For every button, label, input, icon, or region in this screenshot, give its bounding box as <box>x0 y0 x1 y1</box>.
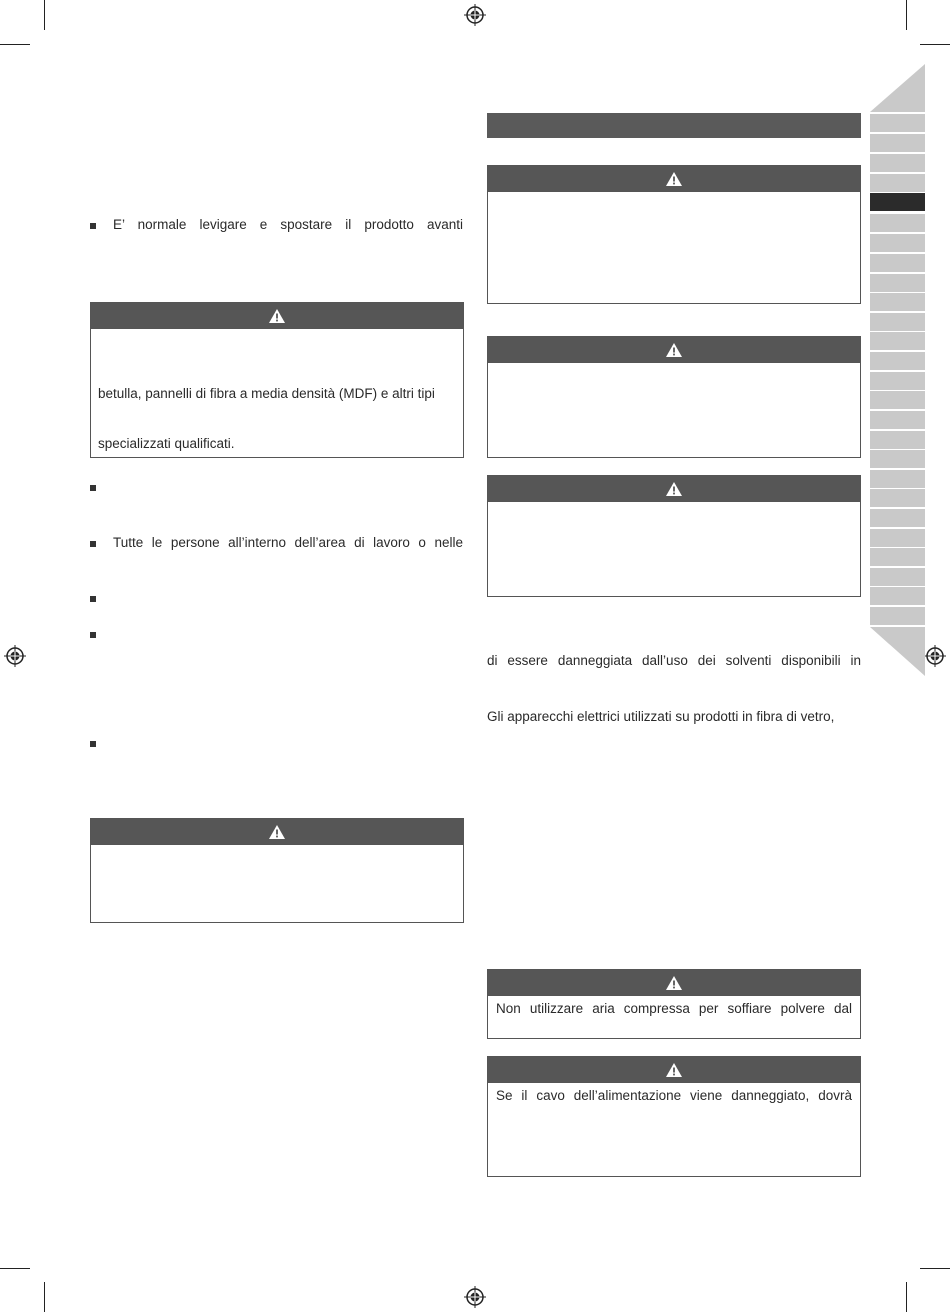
tab-16[interactable] <box>870 411 925 429</box>
bullet-marker <box>90 223 96 229</box>
tab-6[interactable] <box>870 214 925 232</box>
warning-header <box>488 166 860 192</box>
warning-box <box>487 165 861 304</box>
crop-mark-top-right-h <box>920 44 950 45</box>
warning-text-line: Se il cavo dell’alimentazione viene danneggiato, dovrà <box>496 1088 852 1103</box>
tab-23[interactable] <box>870 548 925 566</box>
bullet-marker <box>90 741 96 747</box>
warning-triangle-icon <box>665 171 683 187</box>
tab-4[interactable] <box>870 174 925 192</box>
warning-box <box>487 969 861 1039</box>
crop-mark-top-right-v <box>906 0 907 30</box>
tab-12[interactable] <box>870 332 925 350</box>
warning-box <box>90 302 464 458</box>
tab-15[interactable] <box>870 391 925 409</box>
registration-mark-icon <box>464 4 486 26</box>
warning-header <box>488 337 860 363</box>
warning-triangle-icon <box>665 342 683 358</box>
warning-box <box>487 1056 861 1177</box>
tab-13[interactable] <box>870 352 925 370</box>
warning-box <box>487 475 861 597</box>
tab-20[interactable] <box>870 489 925 507</box>
crop-mark-top-left-v <box>44 0 45 30</box>
warning-triangle-icon <box>268 308 286 324</box>
bullet-marker <box>90 596 96 602</box>
crop-mark-bottom-left-h <box>0 1268 30 1269</box>
tab-9[interactable] <box>870 274 925 292</box>
warning-box <box>487 336 861 458</box>
tab-17[interactable] <box>870 431 925 449</box>
tab-18[interactable] <box>870 450 925 468</box>
bullet-marker <box>90 541 96 547</box>
tab-19[interactable] <box>870 470 925 488</box>
tab-1[interactable] <box>870 114 925 132</box>
warning-body <box>488 1083 860 1105</box>
warning-triangle-icon <box>268 824 286 840</box>
tab-21[interactable] <box>870 509 925 527</box>
language-tabs <box>870 64 925 676</box>
tab-2[interactable] <box>870 134 925 152</box>
paragraph-line: Gli apparecchi elettrici utilizzati su prodotti in fibra di vetro, <box>487 709 835 724</box>
warning-box <box>90 818 464 923</box>
warning-text-line: Non utilizzare aria compressa per soffiare polvere dal <box>496 1001 852 1016</box>
warning-header <box>488 1057 860 1083</box>
registration-mark-icon <box>4 645 26 667</box>
tab-14[interactable] <box>870 372 925 390</box>
bullet-text: E’ normale levigare e spostare il prodotto avanti <box>113 217 463 232</box>
warning-body <box>488 996 860 1018</box>
crop-mark-bottom-right-h <box>920 1268 950 1269</box>
warning-triangle-icon <box>665 1062 683 1078</box>
crop-mark-bottom-right-v <box>906 1282 907 1312</box>
tab-26[interactable] <box>870 607 925 625</box>
crop-mark-top-left-h <box>0 44 30 45</box>
bullet-marker <box>90 485 96 491</box>
bullet-marker <box>90 632 96 638</box>
registration-mark-icon <box>924 645 946 667</box>
tab-arrow-top <box>870 64 925 112</box>
warning-header <box>488 476 860 502</box>
tab-8[interactable] <box>870 254 925 272</box>
registration-mark-icon <box>464 1286 486 1308</box>
tab-7[interactable] <box>870 234 925 252</box>
paragraph-line: di essere danneggiata dall’uso dei solventi disponibili in <box>487 653 861 668</box>
section-heading-bar <box>487 113 861 138</box>
tab-25[interactable] <box>870 587 925 605</box>
warning-header <box>91 819 463 845</box>
tab-24[interactable] <box>870 568 925 586</box>
tab-active-italian[interactable] <box>870 193 925 211</box>
tab-10[interactable] <box>870 293 925 311</box>
tab-3[interactable] <box>870 154 925 172</box>
warning-triangle-icon <box>665 481 683 497</box>
warning-triangle-icon <box>665 975 683 991</box>
crop-mark-bottom-left-v <box>44 1282 45 1312</box>
warning-text-line: specializzati qualificati. <box>98 436 235 451</box>
tab-arrow-bottom <box>870 627 925 676</box>
warning-text-line: betulla, pannelli di fibra a media densità (MDF) e altri tipi <box>98 386 435 401</box>
warning-header <box>488 970 860 996</box>
warning-header <box>91 303 463 329</box>
bullet-text: Tutte le persone all’interno dell’area di lavoro o nelle <box>113 535 463 550</box>
tab-22[interactable] <box>870 529 925 547</box>
tab-11[interactable] <box>870 313 925 331</box>
